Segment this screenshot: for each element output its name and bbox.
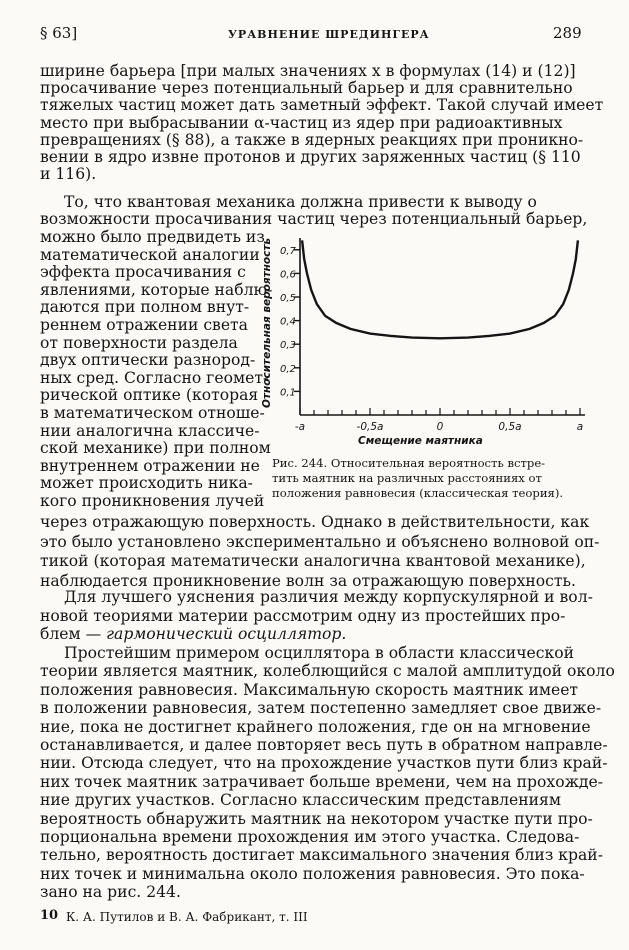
paragraph-line: даются при полном внут-: [40, 298, 250, 317]
y-axis-label: Относительная вероятность: [261, 237, 273, 408]
x-tick-label: -0,5a: [356, 421, 384, 433]
paragraph-line: нии аналогична классиче-: [40, 421, 260, 440]
paragraph-line: положения равновесия. Максимальную скорость маятник имеет: [40, 680, 579, 699]
paragraph-line: останавливается, и далее повторяет весь путь в обратном направле-: [40, 736, 608, 754]
y-tick-label: 0,5: [280, 293, 296, 304]
paragraph-line: новой теориями материи рассмотрим одну из простейших про-: [40, 606, 566, 625]
running-title: УРАВНЕНИЕ ШРЕДИНГЕРА: [228, 28, 430, 41]
paragraph-line: эффекта просачивания с: [40, 263, 246, 282]
x-tick-label: 0,5a: [498, 421, 522, 433]
figure-caption-line-2: тить маятник на различных расстояниях от: [272, 471, 542, 485]
paragraph-line: может происходить ника-: [40, 474, 253, 493]
figure-caption-line-1: Рис. 244. Относительная вероятность встре-: [272, 456, 546, 470]
paragraph-line: ных сред. Согласно геомет-: [40, 368, 269, 387]
signature-number: 10: [40, 908, 59, 923]
paragraph-line: тяжелых частиц может дать заметный эффект. Такой случай имеет: [40, 96, 604, 115]
paragraph-line: место при выбрасывании α-частиц из ядер при радиоактивных: [40, 113, 563, 132]
paragraph-line: просачивание через потенциальный барьер и для сравнительно: [40, 79, 573, 98]
paragraph-line: реннем отражении света: [40, 316, 248, 334]
paragraph-line: [40, 624, 346, 644]
paragraph-line: теории является маятник, колеблющийся с малой амплитудой около: [40, 662, 615, 681]
paragraph-line: наблюдается проникновение волн за отражающую поверхность.: [40, 571, 576, 590]
paragraph-line: них точек и минимальна около положения равновесия. Это пока-: [40, 864, 585, 883]
x-axis-label: Смещение маятника: [358, 435, 483, 447]
paragraph-line: через отражающую поверхность. Однако в действительности, как: [40, 513, 590, 531]
paragraph-line: рической оптике (которая: [40, 386, 259, 405]
paragraph-line: Простейшим примером осциллятора в области классической: [64, 644, 574, 662]
y-tick-label: 0,1: [280, 387, 296, 399]
paragraph-line: нии. Отсюда следует, что на прохождение участков пути близ край-: [40, 754, 608, 773]
paragraph-line: в положении равновесия, затем постепенно замедляет свое движе-: [40, 699, 602, 718]
paragraph-line: и 116).: [40, 165, 97, 184]
paragraph-line: ние, пока не достигнет крайнего положения, где он на мгновение: [40, 717, 591, 736]
paragraph-line: тикой (которая математически аналогична квантовой механике),: [40, 552, 586, 570]
y-tick-label: 0,4: [280, 316, 296, 328]
x-tick-label: a: [576, 421, 584, 433]
paragraph-line: вении в ядро извне протонов и других заряженных частиц (§ 110: [40, 148, 581, 166]
paragraph-line: кого проникновения лучей: [40, 492, 265, 510]
paragraph-line: вероятность обнаружить маятник на некотором участке пути про-: [40, 809, 593, 828]
figure-caption-line-3: положения равновесия (классическая теория).: [272, 486, 564, 500]
x-tick-label: 0: [436, 421, 444, 433]
paragraph-line: ской механике) при полном: [40, 439, 271, 458]
paragraph-line: зано на рис. 244.: [40, 883, 181, 902]
y-tick-label: 0,2: [280, 363, 296, 375]
paragraph-line: То, что квантовая механика должна привести к выводу о: [64, 193, 537, 211]
x-tick-label: -a: [294, 421, 306, 433]
y-tick-label: 0,7: [280, 245, 296, 257]
term-harmonic-oscillator: гармонический осциллятор.: [106, 625, 347, 643]
paragraph-line: ширине барьера [при малых значениях x в формулах (14) и (12)]: [40, 62, 576, 80]
paragraph-line: явлениями, которые наблю-: [40, 280, 273, 299]
paragraph-line: математической аналогии: [40, 245, 260, 264]
section-label: § 63]: [40, 24, 78, 42]
paragraph-line: в математическом отноше-: [40, 404, 265, 422]
paragraph-line: тельно, вероятность достигает максимального значения близ край-: [40, 846, 603, 865]
paragraph-line: от поверхности раздела: [40, 333, 238, 352]
paragraph-line: них точек маятник затрачивает больше времени, чем на прохожде-: [40, 772, 604, 791]
imprint-line: К. А. Путилов и В. А. Фабрикант, т. III: [66, 910, 308, 924]
paragraph-line: ние других участков. Согласно классическим представлениям: [40, 791, 562, 810]
para3-prefix: блем —: [40, 625, 107, 643]
paragraph-line: можно было предвидеть из: [40, 228, 265, 246]
paragraph-line: это было установлено экспериментально и объяснено волновой оп-: [40, 532, 600, 551]
paragraph-line: Для лучшего уяснения различия между корпускулярной и вол-: [64, 588, 593, 606]
paragraph-line: порциональна времени прохождения им этого участка. Следова-: [40, 828, 580, 846]
page-number: 289: [553, 24, 582, 42]
probability-curve: [302, 240, 578, 338]
y-tick-label: 0,6: [280, 269, 296, 281]
paragraph-line: возможности просачивания частиц через потенциальный барьер,: [40, 210, 588, 229]
paragraph-line: внутреннем отражении не: [40, 456, 260, 475]
paragraph-line: превращениях (§ 88), а также в ядерных реакциях при проникно-: [40, 130, 584, 149]
y-tick-label: 0,3: [280, 340, 296, 352]
figure-244-chart: [260, 228, 600, 452]
paragraph-line: двух оптически разнород-: [40, 351, 256, 370]
